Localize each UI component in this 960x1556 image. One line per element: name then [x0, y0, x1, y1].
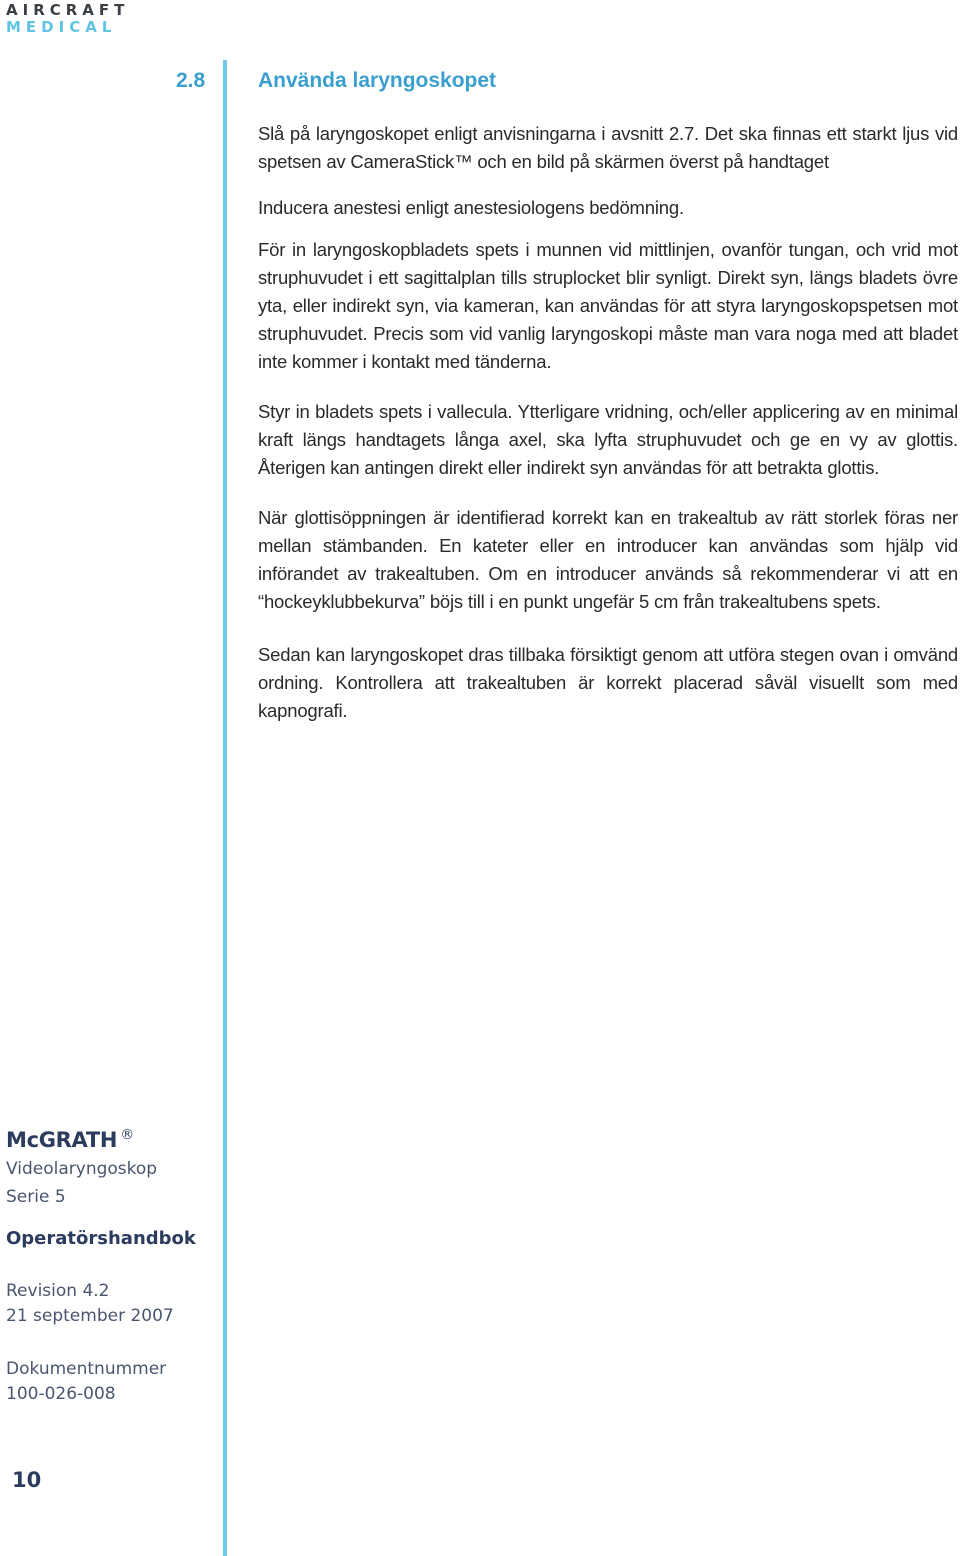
section-title: Använda laryngoskopet: [258, 69, 497, 92]
revision-date: 21 september 2007: [6, 1306, 174, 1326]
product-name: Videolaryngoskop: [6, 1159, 158, 1179]
logo-line-aircraft: AIRCRAFT: [6, 1, 130, 19]
paragraph-1: Slå på laryngoskopet enligt anvisningarna i avsnitt 2.7. Det ska finnas ett starkt ljus vid spetsen av CameraStick™ och en bild på skärmen överst på handtaget: [258, 123, 958, 172]
document-number: 100-026-008: [6, 1384, 116, 1404]
product-series: Serie 5: [6, 1187, 66, 1207]
logo-line-medical: MEDICAL: [6, 18, 117, 36]
document-number-label: Dokumentnummer: [6, 1359, 167, 1379]
revision-label: Revision 4.2: [6, 1281, 110, 1301]
manual-title: Operatörshandbok: [6, 1228, 196, 1249]
paragraph-5: När glottisöppningen är identifierad korrekt kan en trakealtub av rätt storlek föras ner mellan stämbanden. En kateter eller en introducer kan användas som hjälp vid införandet av trakealtuben. Om en introducer används så rekommenderar vi att en “hockeyklubbekurva” böjs till i en punkt ungefär 5 cm från trakealtubens spets.: [258, 507, 958, 612]
body-content: [258, 120, 958, 725]
document-info-sidebar: [6, 1120, 216, 1407]
paragraph-3: För in laryngoskopbladets spets i munnen vid mittlinjen, ovanför tungan, och vrid mot struphuvudet i ett sagittalplan tills struplocket blir synligt. Direkt syn, längs bladets övre yta, eller indirekt syn, via kameran, kan användas för att styra laryngoskopspetsen mot struphuvudet. Precis som vid vanlig laryngoskopi måste man vara noga med att bladet inte kommer i kontakt med tänderna.: [258, 239, 958, 372]
brand-text: McGRATH: [6, 1128, 118, 1152]
brand-name: [6, 1120, 216, 1155]
page-number: 10: [12, 1468, 42, 1492]
company-logo: [6, 2, 129, 36]
registered-mark: ®: [120, 1127, 134, 1143]
paragraph-4: Styr in bladets spets i vallecula. Ytterligare vridning, och/eller applicering av en minimal kraft längs handtagets långa axel, ska lyfta struphuvudet och ge en vy av glottis. Återigen kan antingen direkt eller indirekt syn användas för att betrakta glottis.: [258, 401, 958, 478]
paragraph-2: Inducera anestesi enligt anestesiologens bedömning.: [258, 197, 684, 218]
vertical-divider-bar: [223, 60, 227, 1556]
paragraph-6: Sedan kan laryngoskopet dras tillbaka försiktigt genom att utföra stegen ovan i omvänd ordning. Kontrollera att trakealtuben är korrekt placerad såväl visuellt som med kapnografi.: [258, 644, 958, 721]
section-number: 2.8: [176, 69, 206, 92]
